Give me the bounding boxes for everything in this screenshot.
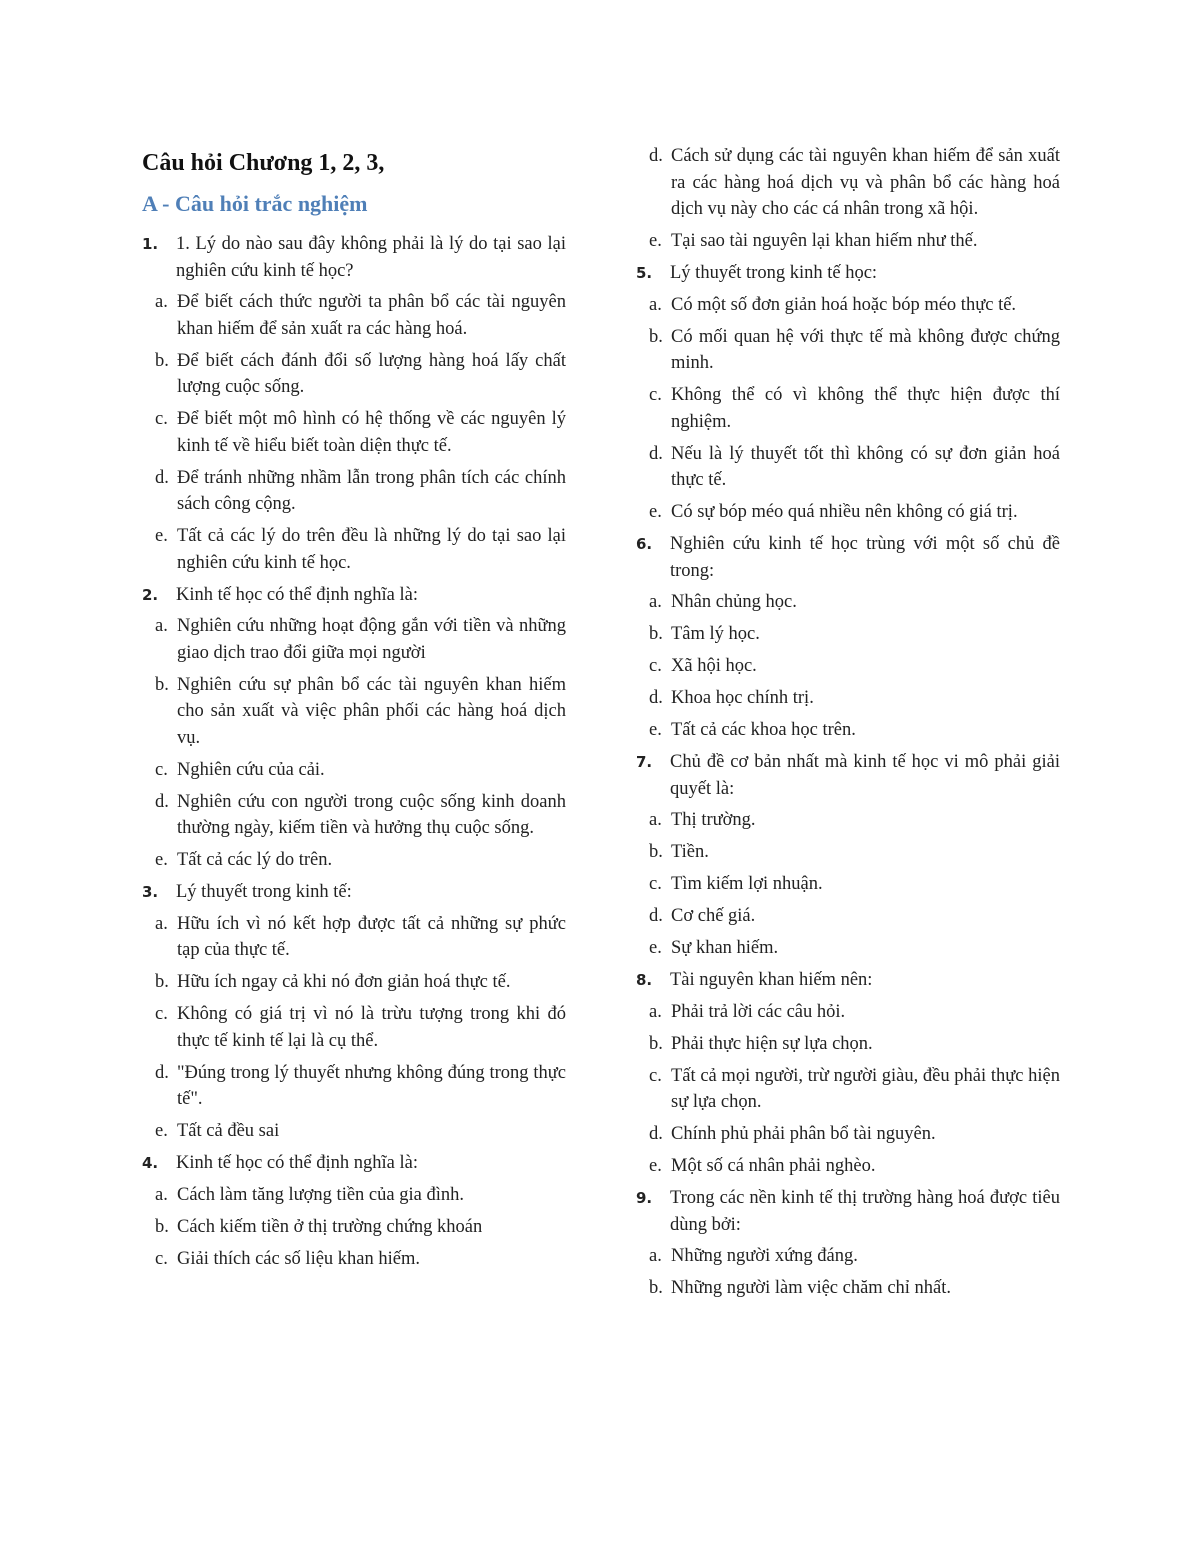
question-text: Lý thuyết trong kinh tế: bbox=[176, 882, 352, 902]
question-block bbox=[636, 749, 1060, 962]
option-label: a. bbox=[155, 292, 168, 312]
option-label: a. bbox=[649, 1001, 662, 1022]
answer-option bbox=[142, 1001, 566, 1054]
option-text: Để biết cách thức người ta phân bổ các tài nguyên khan hiếm để sản xuất ra các hàng hoá. bbox=[177, 292, 566, 339]
answer-option bbox=[142, 1060, 566, 1113]
option-label: c. bbox=[155, 409, 168, 429]
question-stem bbox=[636, 1185, 1060, 1238]
option-text: Thị trường. bbox=[671, 810, 756, 830]
answer-option bbox=[636, 1121, 1060, 1148]
answer-option bbox=[636, 1275, 1060, 1302]
answer-option bbox=[142, 523, 566, 576]
option-label: e. bbox=[649, 938, 662, 958]
option-label: b. bbox=[649, 326, 663, 347]
answer-option bbox=[142, 672, 566, 752]
option-text: Tất cả các lý do trên đều là những lý do tại sao lại nghiên cứu kinh tế học. bbox=[177, 526, 566, 573]
answer-option bbox=[142, 1182, 566, 1209]
option-label: a. bbox=[649, 294, 662, 315]
option-label: a. bbox=[649, 592, 662, 612]
option-text: Có mối quan hệ với thực tế mà không được chứng minh. bbox=[671, 326, 1060, 373]
option-text: Nghiên cứu con người trong cuộc sống kinh doanh thường ngày, kiếm tiền và hưởng thụ cuộc sống. bbox=[177, 791, 566, 838]
option-text: Phải thực hiện sự lựa chọn. bbox=[671, 1033, 873, 1054]
question-stem bbox=[142, 582, 566, 609]
option-label: c. bbox=[649, 1065, 662, 1086]
option-text: Nếu là lý thuyết tốt thì không có sự đơn giản hoá thực tế. bbox=[671, 443, 1060, 490]
option-label: c. bbox=[649, 656, 662, 676]
option-label: a. bbox=[649, 1246, 662, 1266]
page-title: Câu hỏi Chương 1, 2, 3, bbox=[142, 150, 385, 176]
option-label: e. bbox=[155, 850, 168, 870]
option-text: Tìm kiếm lợi nhuận. bbox=[671, 874, 823, 894]
question-number: 4. bbox=[142, 1154, 159, 1172]
question-number: 5. bbox=[636, 264, 653, 282]
answer-option bbox=[636, 441, 1060, 494]
question-text: Lý thuyết trong kinh tế học: bbox=[670, 263, 878, 283]
answer-option bbox=[636, 589, 1060, 616]
section-subtitle: A - Câu hỏi trắc nghiệm bbox=[142, 191, 368, 216]
answer-option bbox=[142, 1214, 566, 1241]
option-label: b. bbox=[155, 674, 169, 695]
option-text: Chính phủ phải phân bổ tài nguyên. bbox=[671, 1124, 936, 1144]
option-text: Phải trả lời các câu hỏi. bbox=[671, 1001, 846, 1022]
option-label: d. bbox=[155, 467, 169, 488]
question-number: 1. bbox=[142, 235, 159, 253]
question-block bbox=[142, 231, 566, 576]
option-text: Giải thích các số liệu khan hiếm. bbox=[177, 1248, 420, 1269]
answer-option bbox=[636, 839, 1060, 866]
option-text: Nghiên cứu những hoạt động gắn với tiền và những giao dịch trao đổi giữa mọi người bbox=[177, 616, 566, 663]
question-stem bbox=[636, 531, 1060, 584]
answer-option bbox=[636, 621, 1060, 648]
question-text: Trong các nền kinh tế thị trường hàng hoá được tiêu dùng bởi: bbox=[670, 1188, 1060, 1235]
question-number: 9. bbox=[636, 1189, 653, 1207]
question-block bbox=[142, 582, 566, 874]
question-stem bbox=[142, 231, 566, 284]
option-label: c. bbox=[155, 1004, 168, 1024]
question-block bbox=[142, 1150, 566, 1272]
option-text: Tất cả mọi người, trừ người giàu, đều phải thực hiện sự lựa chọn. bbox=[671, 1065, 1060, 1112]
answer-option bbox=[636, 1031, 1060, 1058]
option-label: c. bbox=[155, 759, 168, 780]
option-text: "Đúng trong lý thuyết nhưng không đúng trong thực tế". bbox=[177, 1062, 566, 1109]
option-text: Nghiên cứu của cải. bbox=[177, 759, 325, 780]
option-text: Cách sử dụng các tài nguyên khan hiếm để sản xuất ra các hàng hoá dịch vụ và phân bổ các hàng hoá dịch vụ này cho các cá nhân trong xã hội. bbox=[671, 146, 1060, 219]
option-label: e. bbox=[155, 526, 168, 546]
option-label: d. bbox=[649, 146, 663, 166]
question-number: 3. bbox=[142, 883, 159, 901]
answer-option bbox=[636, 499, 1060, 526]
option-text: Không thể có vì không thể thực hiện được thí nghiệm. bbox=[671, 385, 1060, 432]
question-number: 7. bbox=[636, 753, 653, 771]
option-label: e. bbox=[155, 1121, 168, 1141]
answer-option bbox=[636, 1063, 1060, 1116]
option-text: Có một số đơn giản hoá hoặc bóp méo thực tế. bbox=[671, 294, 1017, 315]
option-text: Có sự bóp méo quá nhiều nên không có giá trị. bbox=[671, 502, 1018, 522]
question-block bbox=[636, 531, 1060, 744]
question-block bbox=[636, 1185, 1060, 1302]
option-text: Tại sao tài nguyên lại khan hiếm như thế. bbox=[671, 231, 978, 251]
option-text: Khoa học chính trị. bbox=[671, 688, 814, 708]
answer-option bbox=[142, 613, 566, 666]
answer-option bbox=[636, 871, 1060, 898]
answer-option bbox=[142, 406, 566, 459]
option-text: Những người xứng đáng. bbox=[671, 1246, 858, 1266]
answer-option bbox=[142, 465, 566, 518]
question-text: Kinh tế học có thể định nghĩa là: bbox=[176, 584, 418, 605]
option-label: b. bbox=[649, 624, 663, 644]
answer-option bbox=[142, 1246, 566, 1273]
question-number: 8. bbox=[636, 971, 653, 989]
option-label: c. bbox=[155, 1248, 168, 1269]
option-label: d. bbox=[649, 1124, 663, 1144]
option-label: a. bbox=[155, 1184, 168, 1205]
option-text: Cách làm tăng lượng tiền của gia đình. bbox=[177, 1184, 464, 1205]
question-block bbox=[142, 879, 566, 1145]
option-text: Để tránh những nhầm lẫn trong phân tích các chính sách công cộng. bbox=[177, 467, 566, 514]
option-label: b. bbox=[155, 350, 169, 371]
option-label: d. bbox=[649, 688, 663, 708]
answer-option bbox=[142, 757, 566, 784]
question-number: 2. bbox=[142, 585, 159, 604]
answer-option bbox=[636, 292, 1060, 319]
option-text: Hữu ích ngay cả khi nó đơn giản hoá thực tế. bbox=[177, 972, 511, 992]
option-text: Sự khan hiếm. bbox=[671, 938, 779, 958]
right-column bbox=[636, 143, 1060, 1307]
left-column bbox=[142, 148, 566, 1278]
option-label: c. bbox=[649, 385, 662, 405]
answer-option bbox=[636, 1153, 1060, 1180]
answer-option bbox=[142, 348, 566, 401]
option-label: b. bbox=[649, 842, 663, 862]
answer-option bbox=[142, 789, 566, 842]
option-label: b. bbox=[649, 1278, 663, 1298]
option-text: Một số cá nhân phải nghèo. bbox=[671, 1156, 876, 1176]
question-block bbox=[636, 260, 1060, 526]
option-text: Tâm lý học. bbox=[671, 624, 760, 644]
question-block bbox=[636, 967, 1060, 1180]
answer-option bbox=[142, 911, 566, 964]
option-text: Không có giá trị vì nó là trừu tượng trong khi đó thực tế kinh tế lại là cụ thể. bbox=[177, 1004, 566, 1051]
option-text: Tất cả đều sai bbox=[177, 1121, 280, 1141]
option-label: a. bbox=[155, 913, 168, 934]
answer-option bbox=[636, 807, 1060, 834]
answer-option bbox=[636, 999, 1060, 1026]
option-label: a. bbox=[649, 810, 662, 830]
answer-option bbox=[636, 717, 1060, 744]
question-stem bbox=[636, 749, 1060, 802]
question-stem bbox=[142, 1150, 566, 1177]
question-stem bbox=[142, 879, 566, 906]
answer-option bbox=[636, 935, 1060, 962]
question-text: 1. Lý do nào sau đây không phải là lý do tại sao lại nghiên cứu kinh tế học? bbox=[176, 234, 566, 281]
option-text: Hữu ích vì nó kết hợp được tất cả những sự phức tạp của thực tế. bbox=[177, 913, 566, 960]
option-text: Cách kiếm tiền ở thị trường chứng khoán bbox=[177, 1216, 483, 1237]
question-text: Chủ đề cơ bản nhất mà kinh tế học vi mô phải giải quyết là: bbox=[670, 752, 1060, 799]
answer-option bbox=[142, 1118, 566, 1145]
question-text: Tài nguyên khan hiếm nên: bbox=[670, 970, 873, 990]
option-label: e. bbox=[649, 720, 662, 740]
answer-option bbox=[142, 969, 566, 996]
option-text: Tất cả các khoa học trên. bbox=[671, 720, 856, 740]
option-label: d. bbox=[155, 1062, 169, 1083]
option-text: Tiền. bbox=[671, 842, 709, 862]
option-label: b. bbox=[649, 1033, 663, 1054]
answer-option bbox=[636, 228, 1060, 255]
question-stem bbox=[636, 967, 1060, 994]
option-text: Tất cả các lý do trên. bbox=[177, 850, 333, 870]
answer-option bbox=[636, 653, 1060, 680]
option-label: a. bbox=[155, 616, 168, 636]
answer-option bbox=[636, 903, 1060, 930]
answer-option bbox=[636, 324, 1060, 377]
question-stem bbox=[636, 260, 1060, 287]
option-text: Xã hội học. bbox=[671, 656, 757, 676]
option-label: b. bbox=[155, 972, 169, 992]
option-text: Để biết một mô hình có hệ thống về các nguyên lý kinh tế về hiểu biết toàn diện thực tế. bbox=[177, 409, 566, 456]
question-number: 6. bbox=[636, 535, 653, 553]
option-label: c. bbox=[649, 874, 662, 894]
option-text: Nghiên cứu sự phân bổ các tài nguyên khan hiếm cho sản xuất và việc phân phối các hàng hoá dịch vụ. bbox=[177, 674, 566, 748]
answer-option bbox=[142, 847, 566, 874]
answer-option bbox=[636, 1243, 1060, 1270]
option-text: Để biết cách đánh đổi số lượng hàng hoá lấy chất lượng cuộc sống. bbox=[177, 350, 566, 397]
answer-option bbox=[142, 289, 566, 342]
option-label: d. bbox=[649, 443, 663, 464]
option-label: e. bbox=[649, 231, 662, 251]
answer-option bbox=[636, 685, 1060, 712]
option-label: d. bbox=[155, 791, 169, 812]
option-label: d. bbox=[649, 906, 663, 926]
option-label: e. bbox=[649, 502, 662, 522]
option-text: Những người làm việc chăm chỉ nhất. bbox=[671, 1278, 952, 1298]
answer-option bbox=[636, 143, 1060, 223]
option-text: Cơ chế giá. bbox=[671, 906, 756, 926]
question-text: Nghiên cứu kinh tế học trùng với một số chủ đề trong: bbox=[670, 534, 1060, 581]
option-label: e. bbox=[649, 1156, 662, 1176]
option-label: b. bbox=[155, 1216, 169, 1237]
option-text: Nhân chủng học. bbox=[671, 592, 797, 612]
question-text: Kinh tế học có thể định nghĩa là: bbox=[176, 1153, 418, 1173]
answer-option bbox=[636, 382, 1060, 435]
